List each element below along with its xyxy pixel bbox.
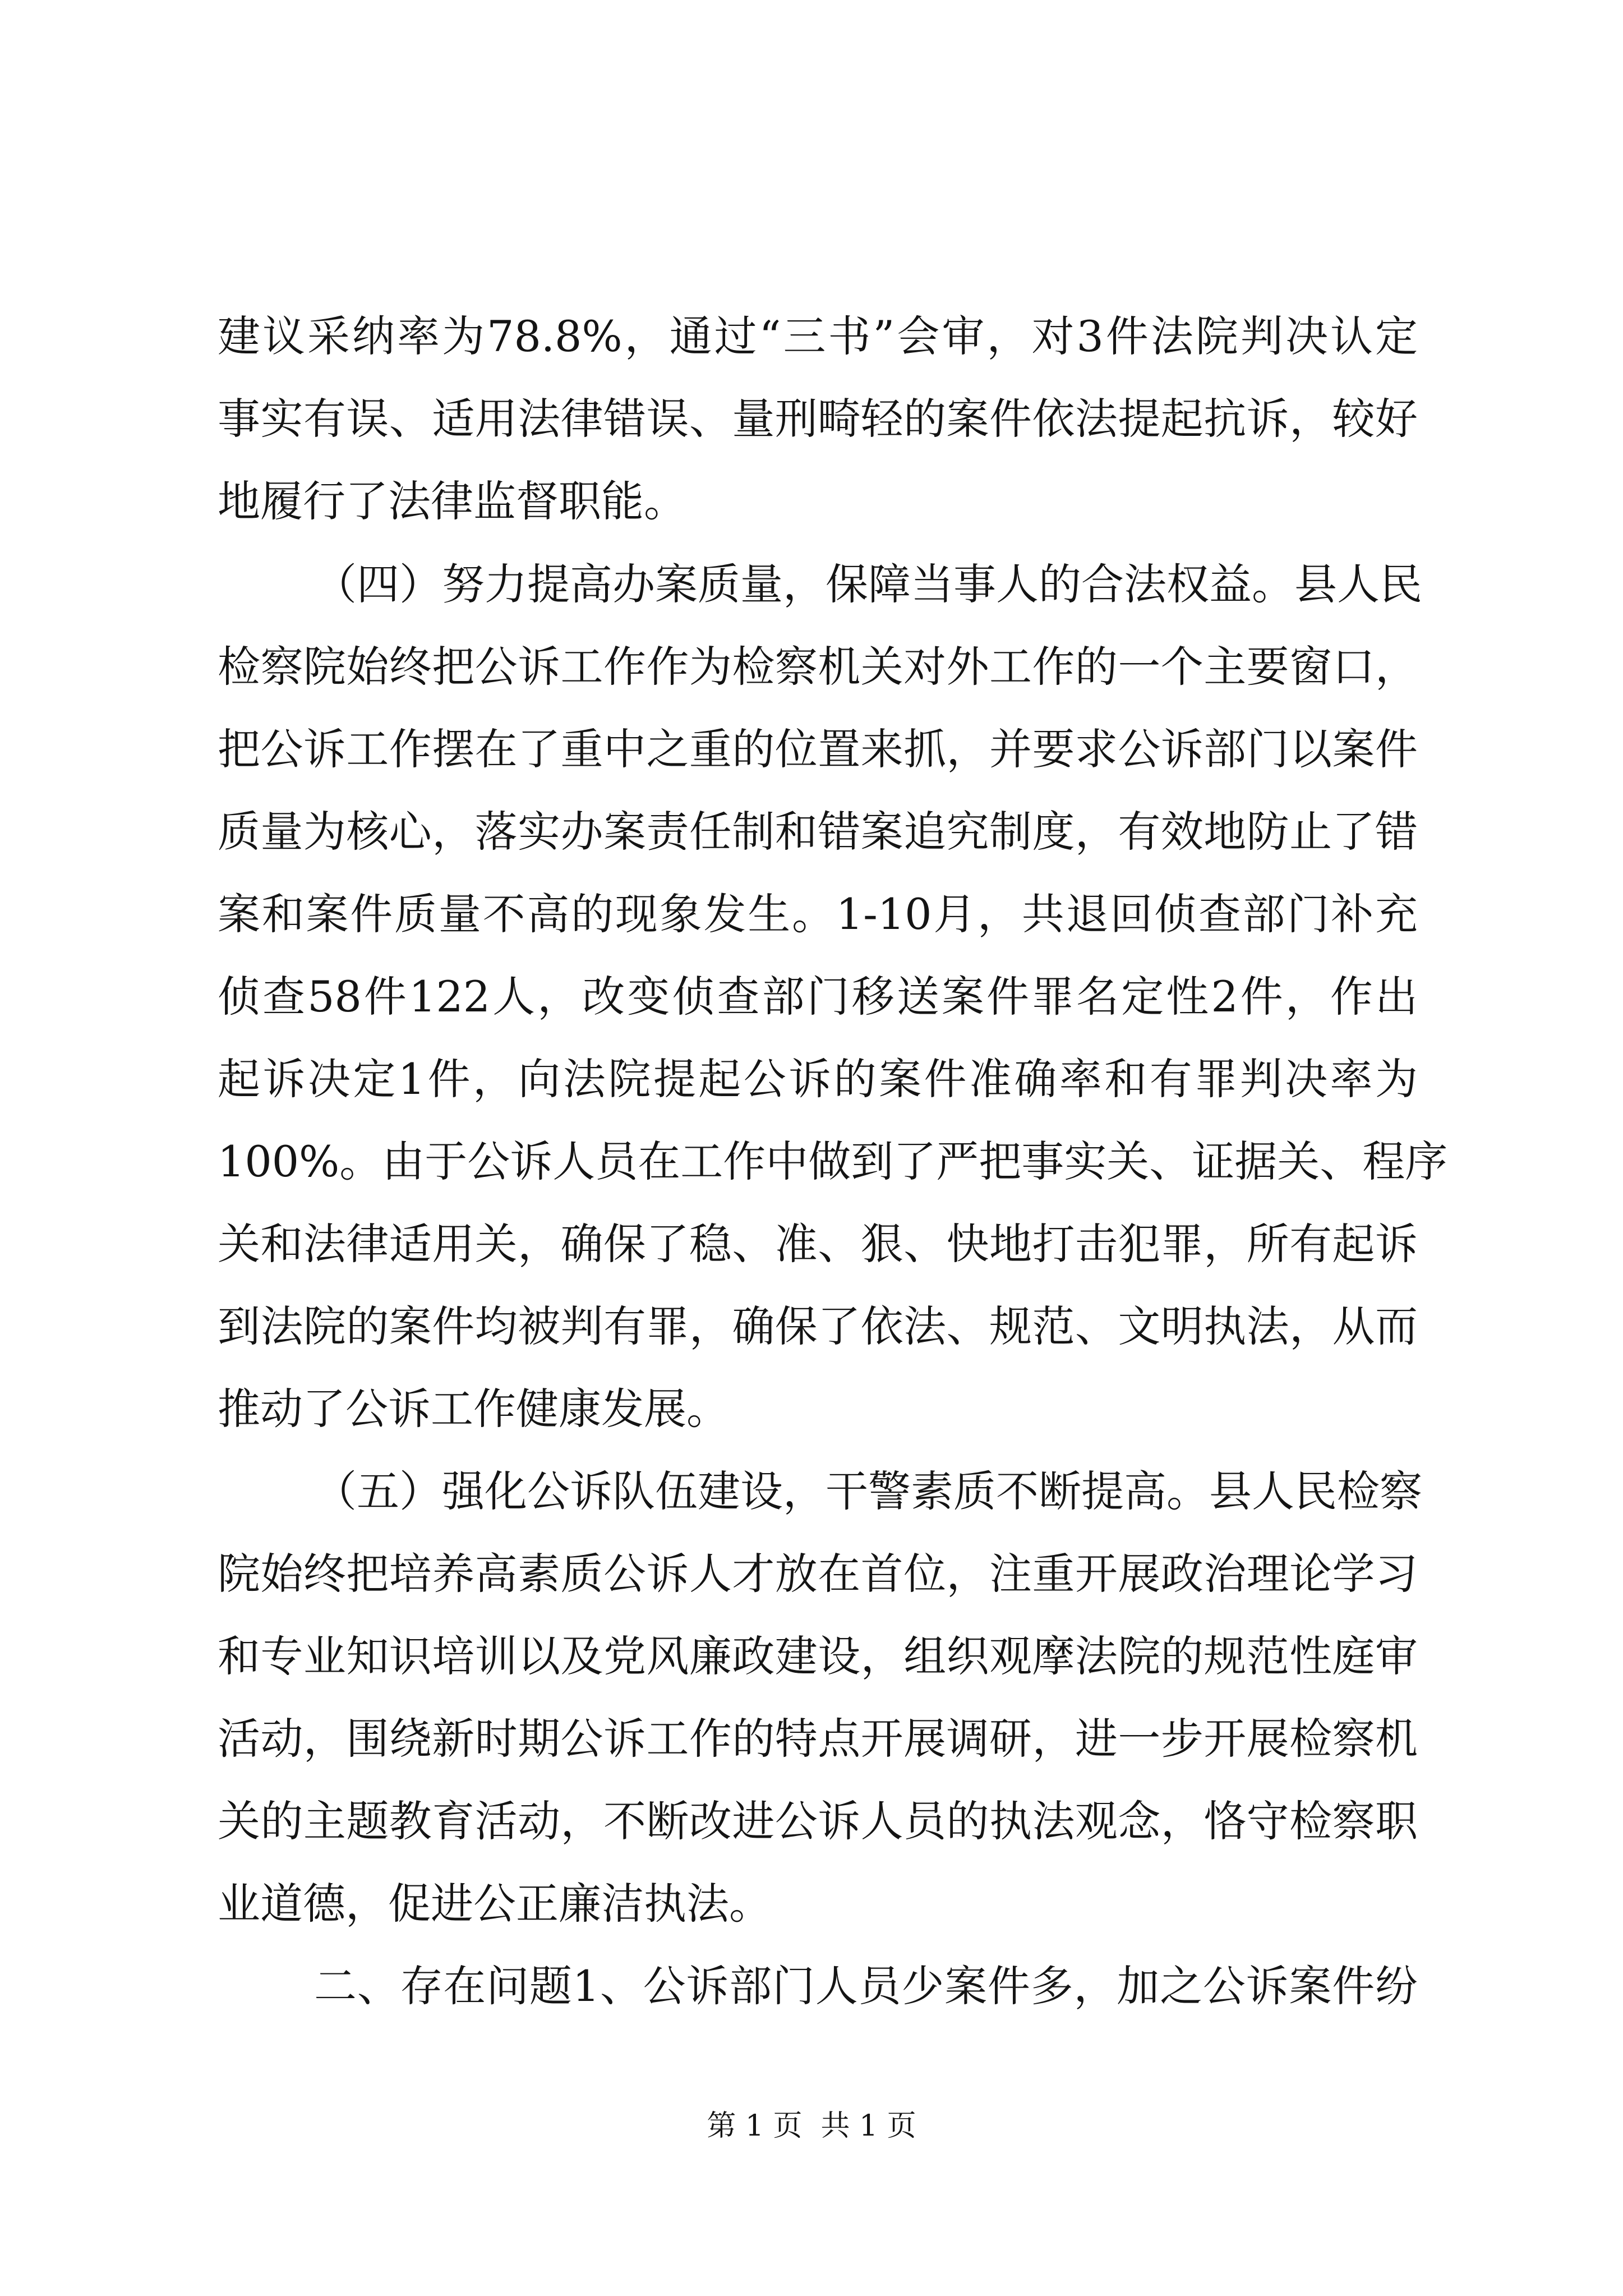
page-number-footer: 第 1 页 共 1 页 [707,2109,916,2143]
text-line-5: 检察院始终把公诉工作作为检察机关对外工作的一个主要窗口， [218,642,1418,692]
document-body [218,303,1448,2011]
text-line-3: 地履行了法律监督职能。 [218,476,686,526]
paragraph-4-heading-line: （四）努力提高办案质量，保障当事人的合法权益。县人民 [314,559,1422,609]
text-line-9: 侦查58件122人，改变侦查部门移送案件罪名定性2件，作出 [218,972,1418,1022]
text-line-19: 关的主题教育活动，不断改进公诉人员的执法观念，恪守检察职 [218,1796,1418,1846]
text-line-16: 院始终把培养高素质公诉人才放在首位，注重开展政治理论学习 [218,1549,1418,1599]
text-line-2: 事实有误、适用法律错误、量刑畸轻的案件依法提起抗诉，较好 [218,394,1418,444]
text-line-13: 到法院的案件均被判有罪，确保了依法、规范、文明执法，从而 [218,1301,1418,1351]
text-line-1: 建议采纳率为78.8%，通过“三书”会审，对3件法院判决认定 [218,311,1418,361]
text-line-12: 关和法律适用关，确保了稳、准、狠、快地打击犯罪，所有起诉 [218,1219,1418,1269]
text-line-17: 和专业知识培训以及党风廉政建设，组织观摩法院的规范性庭审 [218,1631,1418,1681]
section-2-heading-line: 二、存在问题1、公诉部门人员少案件多，加之公诉案件纷 [314,1961,1418,2011]
text-line-6: 把公诉工作摆在了重中之重的位置来抓，并要求公诉部门以案件 [218,724,1418,774]
text-line-10: 起诉决定1件，向法院提起公诉的案件准确率和有罪判决率为 [218,1054,1418,1104]
paragraph-5-heading-line: （五）强化公诉队伍建设，干警素质不断提高。县人民检察 [314,1466,1422,1516]
text-line-20: 业道德，促进公正廉洁执法。 [218,1879,772,1929]
text-line-8: 案和案件质量不高的现象发生。1-10月，共退回侦查部门补充 [218,889,1418,939]
text-line-18: 活动，围绕新时期公诉工作的特点开展调研，进一步开展检察机 [218,1714,1418,1764]
text-line-7: 质量为核心，落实办案责任制和错案追究制度，有效地防止了错 [218,807,1418,857]
text-line-11: 100%。由于公诉人员在工作中做到了严把事实关、证据关、程序 [218,1137,1448,1186]
text-line-14: 推动了公诉工作健康发展。 [218,1384,729,1434]
